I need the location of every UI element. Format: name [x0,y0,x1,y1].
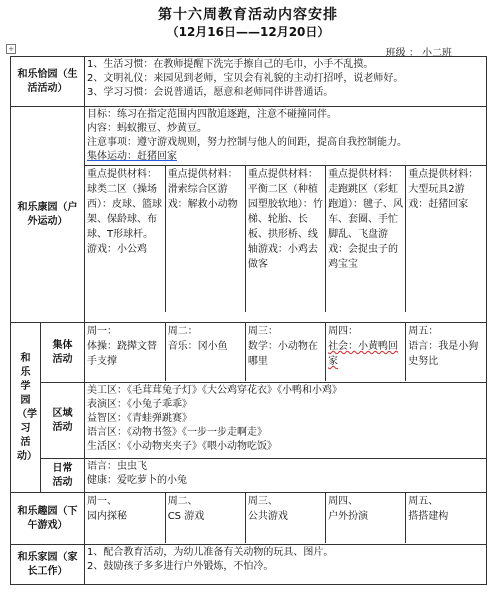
afternoon-day [326,493,406,543]
life-content [85,57,487,107]
life-row [11,57,487,107]
outdoor-content-line: 内容：蚂蚁搬豆、炒黄豆。 [87,123,207,134]
life-item: 2、文明礼仪：来园见到老师，宝贝会有礼貌的主动打招呼，说老师好。 [87,73,404,84]
afternoon-content [85,493,487,545]
schedule-table [10,56,487,585]
move-anchor-icon[interactable]: + [6,44,16,54]
date-range: （12月16日——12月20日） [166,25,330,39]
family-item: 1、配合教育活动，为幼儿准备有关动物的玩具、图片。 [87,547,334,558]
afternoon-day [245,493,325,543]
outdoor-row [11,107,487,323]
afternoon-grid [85,493,486,543]
day-label: 周五： [408,326,439,337]
day-content: 社会：小黄鸭回家 [328,341,399,367]
outdoor-area: 重点提供材料：球类二区（操场西）：皮球、篮球架、保龄球、布球、T形球杆。游戏：小公鸡 [85,166,165,312]
day-label: 周三、 [247,496,278,507]
day-label: 周二： [167,326,198,337]
day-label: 周二、 [167,496,198,507]
area-item: 表演区：《小兔子乖乖》 [87,399,192,410]
learning-label: 和乐学园（学习活动） [11,323,41,493]
life-item: 3、学习习惯：会说普通话，愿意和老师同伴讲普通话。 [87,87,334,98]
day-label: 周四、 [328,496,359,507]
learning-daily-row [11,459,487,493]
area-item: 美工区：《毛茸茸兔子灯》《大公鸡穿花衣》《小鸭和小鸡》 [87,385,342,396]
collective-grid [85,323,486,381]
outdoor-notice: 注意事项：遵守游戏规则，努力控制与他人的间距，提高自我控制能力。 [87,137,407,148]
outdoor-area: 重点提供材料：滑索综合区游戏：解救小动物 [165,166,245,312]
day-label: 周四： [328,326,359,337]
collective-day [245,323,325,381]
day-content: 数学：小动物在哪里 [247,341,318,367]
outdoor-area: 重点提供材料：大型玩具2游戏：赶猪回家 [406,166,486,312]
outdoor-collective [87,150,484,164]
outdoor-content [85,107,487,323]
afternoon-row [11,493,487,545]
collective-day [326,323,406,381]
day-content: 园内探秘 [87,511,127,522]
family-label: 和乐家园（家长工作） [11,545,85,585]
day-label: 周一： [87,326,117,337]
life-label: 和乐恰园（生活活动） [11,57,85,107]
collective-day [85,323,165,381]
collective-label: 集体活动 [41,323,85,383]
day-content: 体操：跷撵文替手支撑 [87,341,157,367]
outdoor-area: 重点提供材料：走跑跳区（彩虹跑道）：毽子、风车、套圈、手忙脚乱、飞盘游戏：会捉虫子的鸡宝宝 [326,166,406,312]
afternoon-day [85,493,165,543]
family-item: 2、鼓励孩子多多进行户外锻炼，不怕冷。 [87,561,274,572]
class-label: 班级 ： 小二班 [385,48,452,59]
day-content: 户外扮演 [328,511,369,522]
afternoon-label: 和乐趣园（下午游戏） [11,493,85,545]
day-label: 周三： [247,326,278,337]
afternoon-day [165,493,245,543]
collective-sport: 集体运动：赶猪回家 [87,151,177,162]
collective-content [85,323,487,383]
family-row [11,545,487,585]
life-item: 1、生活习惯：在教师提醒下洗完手擦自己的毛巾，小手不乱摸。 [87,59,374,70]
collective-day [165,323,245,381]
area-label: 区域活动 [41,383,85,459]
area-item: 生活区：《小动物夹夹子》《喂小动物吃饭》 [87,441,277,452]
day-content: 公共游戏 [247,511,288,522]
area-content [85,383,487,459]
outdoor-area-grid [85,165,486,312]
daily-item: 健康：爱吃萝卜的小兔 [87,475,187,486]
learning-collective-row [11,323,487,383]
day-label: 周五、 [408,496,439,507]
collective-day [406,323,486,381]
family-content [85,545,487,585]
page-title: 第十六周教育活动内容安排 [158,7,338,23]
daily-item: 语言：虫虫飞 [87,461,147,472]
outdoor-goal: 目标：练习在指定范围内四散追逐跑，注意不碰撞同伴。 [87,109,337,120]
day-content: 音乐：冈小鱼 [167,341,228,352]
learning-area-row [11,383,487,459]
day-label: 周一、 [87,496,117,507]
outdoor-area: 重点提供材料：平衡二区（种植园塑胶软地）：竹梯、轮胎、长板、拱形桥、线轴游戏：小鸡去做客 [245,166,325,312]
day-content: 语言：我是小狗史努比 [408,341,479,367]
area-item: 益智区：《青蛙弹跳赛》 [87,413,192,424]
area-item: 语言区：《动物书签》《一步一步走啊走》 [87,427,267,438]
day-content: CS 游戏 [167,511,205,522]
afternoon-day [406,493,486,543]
daily-content [85,459,487,493]
daily-label: 日常活动 [41,459,85,493]
outdoor-label: 和乐康园（户外运动） [11,107,85,323]
day-content: 搭搭建构 [408,511,449,522]
